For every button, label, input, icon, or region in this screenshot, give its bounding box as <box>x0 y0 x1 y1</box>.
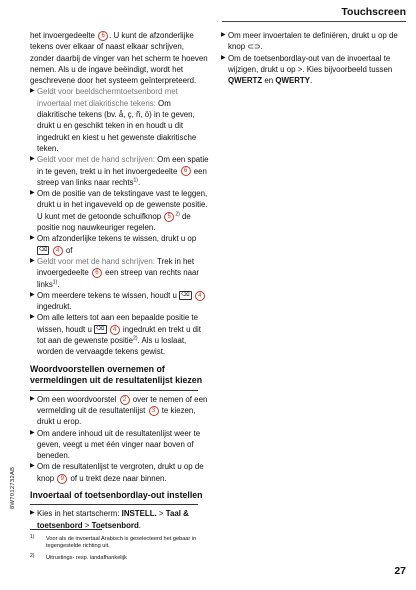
list-item: ▶ Om de positie van de tekstingave vast te leggen, drukt u in het ingaveveld op de gewenste positie. U kunt met de getoonde schuifknop 5 $^{2)}$ de positie nog nauwkeuriger regelen. <box>30 188 210 233</box>
callout-number: 2 <box>120 395 130 405</box>
list-item: ▶ Om alle letters tot aan een bepaalde positie te wissen, houdt u ⌫ 4 ingedrukt en trekt u dit tot aan de gewenste positie$^{2)}$. Als u loslaat, worden de vervaagde tekens gewist. <box>30 312 210 357</box>
list-item: ▶ Om de resultatenlijst te vergroten, drukt u op de knop 9 of u trekt deze naar binnen. <box>30 461 210 484</box>
right-column <box>221 30 407 86</box>
heading-rule <box>30 390 198 391</box>
list-item: ▶ Geldt voor met de hand schrijven: Trek in het invoergedeelte 6 een streep van rechts naar links$^{1)}$. <box>30 256 210 290</box>
header-rule <box>222 21 406 22</box>
callout-number: 4 <box>195 291 205 301</box>
callout-number: 4 <box>53 246 63 256</box>
paragraph: het invoergedeelte 6 . U kunt de afzonderlijke tekens over elkaar of naast elkaar schrijven, zonder daarbij de vinger van het scherm te hoeven nemen. Als u de ingave beëindigt, wordt het geschrevene door het systeem geïnterpreteerd. <box>30 31 208 86</box>
callout-number: 6 <box>181 166 191 176</box>
footnote: 1) Voor als de invoertaal Arabisch is geselecteerd het gebaar in tegengestelde richting uit. <box>30 534 197 549</box>
callout-number: 5 <box>164 212 174 222</box>
list-item: ▶ Om andere inhoud uit de resultatenlijst weer te geven, veegt u met één vinger naar boven of beneden. <box>30 428 210 462</box>
callout-number: 9 <box>57 474 67 484</box>
list-item: ▶ Om meerdere tekens te wissen, houdt u ⌫ 4 ingedrukt. <box>30 290 210 313</box>
callout-number: 4 <box>110 325 120 335</box>
add-language-icon: ⊂⊃ <box>247 42 261 52</box>
callout-number: 6 <box>92 268 102 278</box>
list-item: ▶ Geldt voor beeldschermtoetsenbord met invoertaal met diakritische tekens: Om diakritische tekens (bv. å, ç, ñ, ö) in te geven, drukt u en geschikt teken in en houdt u dit ingedrukt en kiest u het gewenste diakritische teken. <box>30 86 210 154</box>
footnote: 2) Uitrustings- resp. landafhankelijk <box>30 553 127 561</box>
list-item: ▶ Om een woordvoorstel 2 over te nemen of een vermelding uit de resultatenlijst 3 te kiezen, drukt u erop. <box>30 394 210 428</box>
backspace-icon: ⌫ <box>181 292 190 299</box>
left-column <box>30 30 210 531</box>
list-item: ▶ Geldt voor met de hand schrijven: Om een spatie in te geven, trekt u in het invoergedeelte 6 een streep van links naar rechts$^{1)}$. <box>30 154 210 188</box>
document-code: 8W7012732AB <box>10 466 16 509</box>
page-number: 27 <box>394 565 406 577</box>
list-item: ▶ Kies in het startscherm: INSTELL. > Taal & toetsenbord > Toetsenbord. <box>30 508 210 531</box>
section-title: Touchscreen <box>341 6 406 18</box>
callout-number: 6 <box>98 31 108 41</box>
chevron-right-icon: > <box>297 64 303 74</box>
callout-number: 3 <box>149 406 159 416</box>
list-item: ▶ Om meer invoertalen te definiëren, drukt u op de knop ⊂⊃. <box>221 30 407 53</box>
backspace-icon: ⌫ <box>96 326 105 333</box>
list-item: ▶ Om afzonderlijke tekens te wissen, drukt u op ⌫ 4 of <box>30 233 210 256</box>
backspace-icon: ⌫ <box>39 247 48 254</box>
page-header <box>0 0 416 22</box>
section-heading: Woordvoorstellen overnemen of vermeldingen uit de resultatenlijst kiezen <box>30 363 203 386</box>
heading-rule <box>30 504 198 505</box>
footnote-rule <box>30 529 102 530</box>
section-heading: Invoertaal of toetsenbordlay-out instellen <box>30 489 203 500</box>
list-item: ▶ Om de toetsenbordlay-out van de invoertaal te wijzigen, drukt u op >. Kies bijvoorbeeld tussen QWERTZ en QWERTY. <box>221 53 407 87</box>
